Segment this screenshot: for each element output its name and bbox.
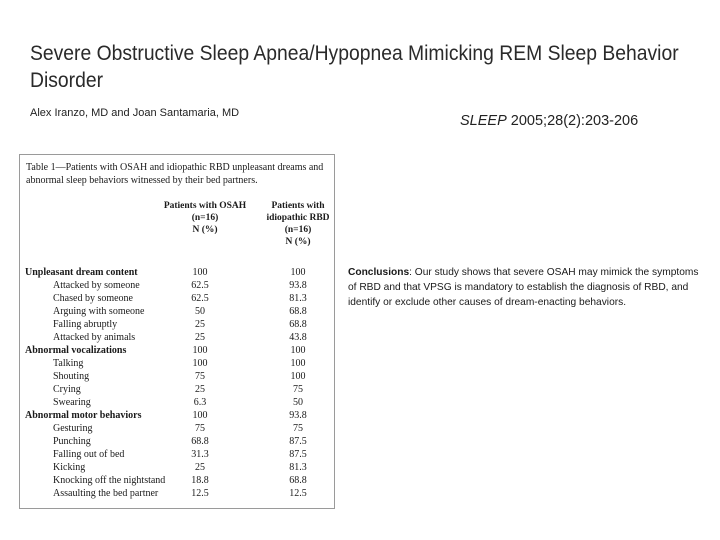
osah-value: 62.5: [191, 293, 209, 304]
table-row: [20, 423, 336, 434]
row-label: Crying: [53, 384, 81, 395]
osah-value: 25: [195, 319, 205, 330]
title-line-2: Disorder: [30, 69, 104, 92]
rbd-value: 81.3: [289, 462, 307, 473]
rbd-value: 75: [293, 384, 303, 395]
row-label: Abnormal motor behaviors: [25, 410, 142, 421]
osah-value: 75: [195, 371, 205, 382]
table-row: [20, 293, 336, 304]
row-label: Punching: [53, 436, 91, 447]
rbd-value: 68.8: [289, 475, 307, 486]
rbd-value: 100: [290, 345, 306, 356]
table-row: [20, 319, 336, 330]
row-label: Attacked by someone: [53, 280, 140, 291]
col-header-osah-line1: Patients with OSAH: [163, 201, 247, 211]
row-label: Swearing: [53, 397, 91, 408]
col-header-rbd-line3: (n=16): [284, 225, 312, 235]
osah-value: 50: [195, 306, 205, 317]
rbd-value: 100: [290, 358, 306, 369]
title-line-1: Severe Obstructive Sleep Apnea/Hypopnea Mimicking REM Sleep Behavior: [30, 42, 679, 65]
rbd-value: 93.8: [289, 280, 307, 291]
table-row: [20, 280, 336, 291]
row-label: Talking: [53, 358, 84, 369]
citation-ref: 2005;28(2):203-206: [506, 113, 639, 129]
rbd-value: 68.8: [289, 306, 307, 317]
osah-value: 6.3: [193, 397, 207, 408]
row-label: Falling out of bed: [53, 449, 125, 460]
row-label: Knocking off the nightstand: [53, 475, 166, 486]
row-label: Assaulting the bed partner: [53, 488, 159, 499]
paper-title: [30, 40, 679, 94]
table-row: [20, 371, 336, 382]
row-label: Attacked by animals: [53, 332, 136, 343]
rbd-value: 81.3: [289, 293, 307, 304]
rbd-value: 50: [293, 397, 303, 408]
table-row: [20, 410, 336, 421]
col-header-rbd-line2: idiopathic RBD: [266, 213, 330, 223]
osah-value: 75: [195, 423, 205, 434]
rbd-value: 93.8: [289, 410, 307, 421]
osah-value: 25: [195, 332, 205, 343]
table-row: [20, 358, 336, 369]
table-row: [20, 267, 336, 278]
col-header-osah-line2: (n=16): [191, 213, 219, 223]
authors: Alex Iranzo, MD and Joan Santamaria, MD: [30, 107, 240, 119]
osah-value: 100: [192, 358, 208, 369]
table-row: [20, 475, 336, 486]
table-row: [20, 462, 336, 473]
osah-value: 31.3: [191, 449, 209, 460]
osah-value: 18.8: [191, 475, 209, 486]
table-row: [20, 488, 336, 499]
row-label: Abnormal vocalizations: [25, 345, 127, 356]
table-row: [20, 397, 336, 408]
rbd-value: 100: [290, 371, 306, 382]
osah-value: 100: [192, 345, 208, 356]
osah-value: 62.5: [191, 280, 209, 291]
citation: [460, 113, 638, 129]
col-header-rbd: [238, 200, 358, 248]
journal-name: SLEEP: [460, 113, 507, 129]
rbd-value: 87.5: [289, 449, 307, 460]
results-table: [19, 154, 335, 509]
row-label: Unpleasant dream content: [25, 267, 138, 278]
row-label: Gesturing: [53, 423, 93, 434]
table-row: [20, 345, 336, 356]
row-label: Arguing with someone: [53, 306, 145, 317]
rbd-value: 87.5: [289, 436, 307, 447]
osah-value: 12.5: [191, 488, 209, 499]
row-label: Falling abruptly: [53, 319, 118, 330]
rbd-value: 75: [293, 423, 303, 434]
osah-value: 25: [195, 384, 205, 395]
col-header-rbd-line1: Patients with: [271, 201, 325, 211]
conclusions-paragraph: [348, 265, 700, 310]
osah-value: 68.8: [191, 436, 209, 447]
table-row: [20, 306, 336, 317]
row-label: Kicking: [53, 462, 86, 473]
osah-value: 25: [195, 462, 205, 473]
table-caption: Table 1—Patients with OSAH and idiopathic RBD unpleasant dreams and abnormal sleep behaviors witnessed by their bed partners.: [26, 162, 324, 186]
rbd-value: 68.8: [289, 319, 307, 330]
table-row: [20, 436, 336, 447]
conclusions-text: : Our study shows that severe OSAH may mimick the symptoms of RBD and that VPSG is mandatory to establish the diagnosis of RBD, and identify or exclude other causes of dream-enacting behaviors.: [348, 267, 699, 308]
conclusions-heading: Conclusions: [348, 267, 410, 278]
row-label: Shouting: [53, 371, 90, 382]
table-row: [20, 449, 336, 460]
osah-value: 100: [192, 410, 208, 421]
rbd-value: 12.5: [289, 488, 307, 499]
rbd-value: 43.8: [289, 332, 307, 343]
rbd-value: 100: [290, 267, 306, 278]
col-header-rbd-line4: N (%): [285, 237, 311, 247]
table-row: [20, 332, 336, 343]
col-header-osah-line3: N (%): [192, 225, 218, 235]
osah-value: 100: [192, 267, 208, 278]
row-label: Chased by someone: [53, 293, 133, 304]
table-row: [20, 384, 336, 395]
